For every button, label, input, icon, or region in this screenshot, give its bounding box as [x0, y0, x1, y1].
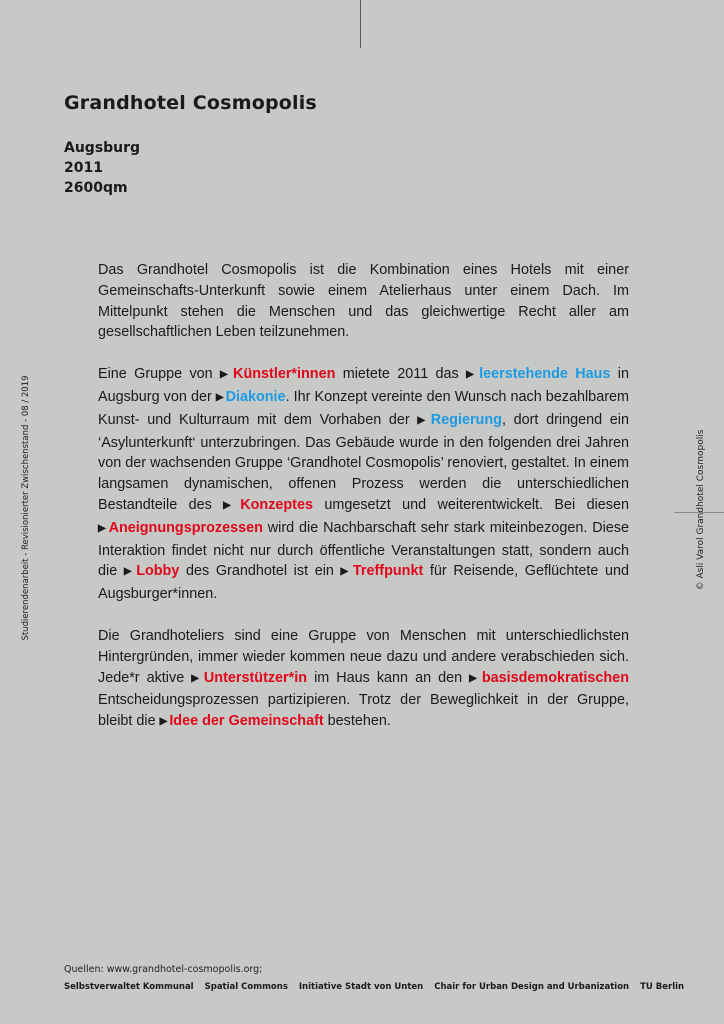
reference-link[interactable]	[160, 713, 324, 729]
reference-link[interactable]	[124, 563, 180, 579]
text-run: des Grandhotel ist ein	[179, 563, 341, 580]
reference-label: Lobby	[136, 563, 180, 580]
arrow-right-icon: ▶	[223, 499, 239, 511]
side-note-right: © Asli Varol Grandhotel Cosmopolis	[696, 429, 706, 591]
text-run: wird die Nachbarschaft sehr stark miteinbezogen. Diese Interaktion findet nicht nur durch öffentliche Veranstaltungen statt, sondern auch die	[98, 519, 629, 580]
arrow-right-icon: ▶	[98, 522, 107, 534]
body-text	[98, 260, 629, 755]
paragraph	[98, 260, 629, 343]
arrow-right-icon: ▶	[220, 369, 232, 381]
project-meta	[64, 138, 140, 198]
reference-label: Idee der Gemeinschaft	[169, 713, 324, 730]
arrow-right-icon: ▶	[159, 716, 168, 728]
arrow-right-icon: ▶	[215, 391, 224, 403]
arrow-right-icon: ▶	[123, 566, 135, 578]
reference-label: leerstehende Haus	[479, 366, 611, 383]
source-item: Initiative Stadt von Unten	[298, 982, 424, 992]
source-item: Spatial Commons	[204, 982, 288, 992]
source-item: TU Berlin	[640, 982, 685, 992]
meta-city: Augsburg	[64, 140, 141, 156]
text-run: Eine Gruppe von	[98, 366, 221, 383]
arrow-right-icon: ▶	[191, 672, 202, 684]
arrow-right-icon: ▶	[466, 369, 478, 381]
reference-link[interactable]	[216, 389, 286, 405]
text-run: , dort dringend ein ‘Asylunterkunft‘ unterzubringen. Das Gebäude wurde in den folgenden drei Jahren von der wachsenden Gruppe ‘Grandhotel Cosmopolis’ renoviert, gestaltet. In einem langsamen dynamischen, offenen Prozess werden die unterschiedlichen Bestandteile des	[98, 411, 629, 513]
sources-label: Quellen: www.grandhotel-cosmopolis.org;	[64, 964, 263, 975]
arrow-right-icon: ▶	[340, 566, 351, 578]
source-item: Chair for Urban Design and Urbanization	[434, 982, 630, 992]
arrow-right-icon: ▶	[469, 672, 480, 684]
side-note-left: Studierendenarbeit - Revisionierter Zwischenstand - 08 / 2019	[21, 375, 31, 641]
page-title: Grandhotel Cosmopolis	[64, 92, 317, 114]
reference-label: Diakonie	[225, 388, 286, 405]
reference-label: Aneignungsprozessen	[108, 519, 263, 536]
meta-year: 2011	[64, 160, 103, 176]
meta-area: 2600qm	[64, 180, 128, 196]
source-item: Selbstverwaltet Kommunal	[64, 982, 194, 992]
reference-label: Treffpunkt	[352, 563, 424, 580]
text-run: im Haus kann an den	[307, 669, 470, 686]
reference-link[interactable]	[223, 497, 313, 513]
reference-link[interactable]	[191, 670, 307, 686]
text-run: für Reisende, Geflüchtete und Augsburger*innen.	[98, 563, 629, 603]
reference-label: Regierung	[430, 411, 502, 428]
text-run: Die Grandhoteliers sind eine Gruppe von Menschen mit unterschiedlichsten Hintergründen, immer wieder kommen neue dazu und andere verabschieden sich. Jede*r aktive	[98, 627, 629, 686]
text-run: Entscheidungsprozessen partizipieren. Trotz der Beweglichkeit in der Gruppe, bleibt die	[98, 692, 629, 730]
text-run: umgesetzt und weiterentwickelt. Bei diesen	[312, 496, 629, 513]
paragraph	[98, 364, 629, 605]
reference-label: basisdemokratischen	[481, 669, 629, 686]
reference-label: Künstler*innen	[233, 366, 336, 383]
reference-link[interactable]	[466, 366, 610, 382]
reference-link[interactable]	[469, 670, 629, 686]
reference-link[interactable]	[220, 366, 335, 382]
reference-label: Unterstützer*in	[203, 669, 308, 686]
reference-link[interactable]	[341, 563, 424, 579]
reference-link[interactable]	[98, 520, 263, 536]
text-run: in Augsburg von der	[98, 366, 629, 405]
text-run: . Ihr Konzept vereinte den Wunsch nach bezahlbarem Kunst- und Kulturraum mit dem Vorhaben der	[98, 388, 629, 428]
top-crop-mark	[360, 0, 361, 48]
text-run: bestehen.	[323, 713, 391, 730]
sources-list	[64, 982, 695, 992]
text-run: mietete 2011 das	[335, 366, 467, 383]
text-run: Das Grandhotel Cosmopolis ist die Kombination eines Hotels mit einer Gemeinschafts-Unterkunft sowie einem Atelierhaus unter einem Dach. Im Mittelpunkt stehen die Menschen und das gleichwertige Recht aller am gesellschaftlichen Leben teilzunehmen.	[98, 262, 629, 341]
reference-label: Konzeptes	[240, 496, 313, 513]
paragraph	[98, 626, 629, 734]
arrow-right-icon: ▶	[417, 414, 429, 426]
reference-link[interactable]	[417, 412, 502, 428]
